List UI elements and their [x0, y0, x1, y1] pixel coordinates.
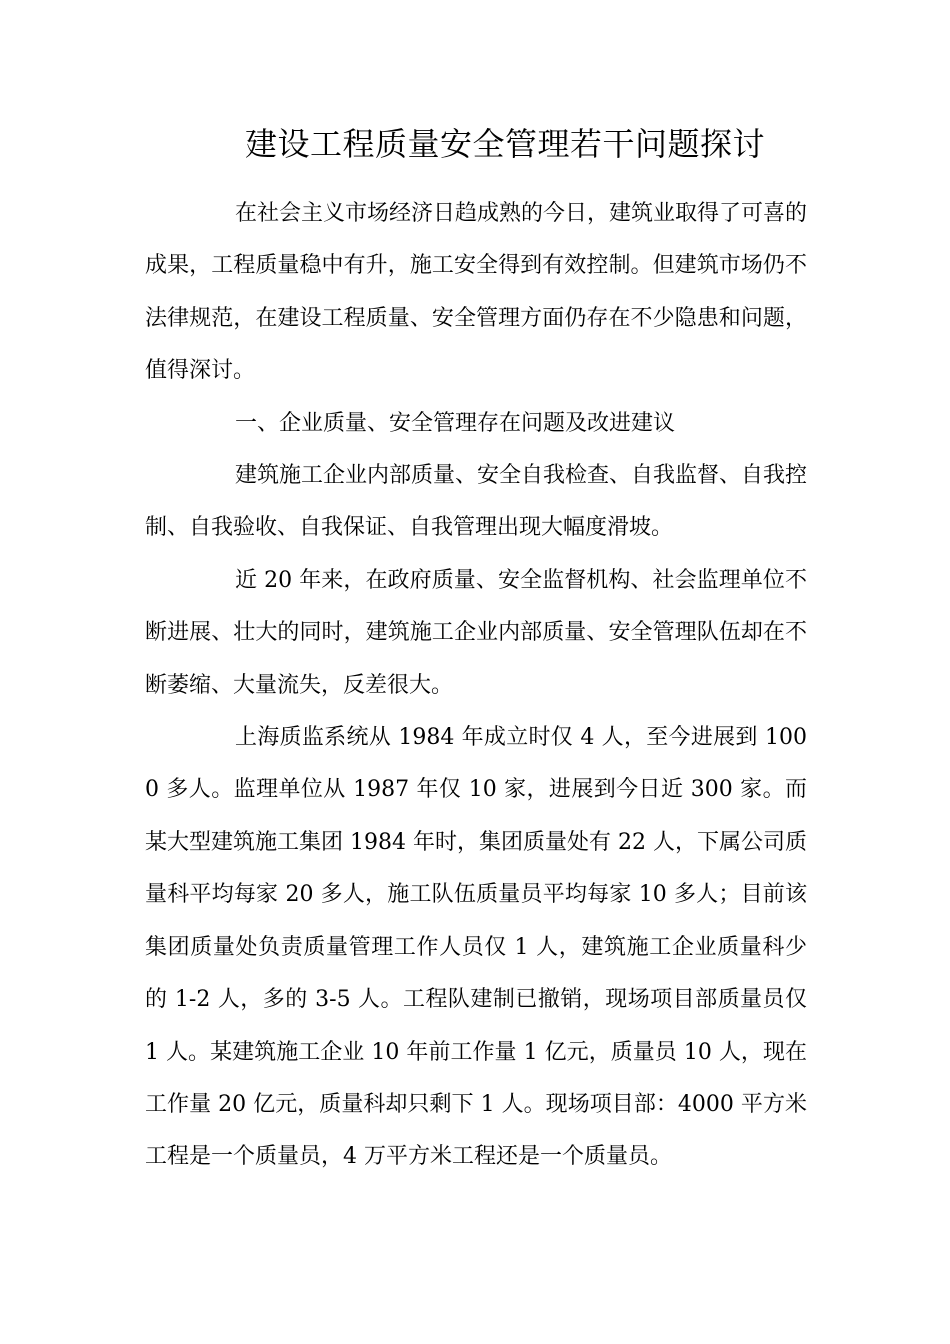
paragraph-intro: 在社会主义市场经济日趋成熟的今日，建筑业取得了可喜的成果，工程质量稳中有升，施工安全得到有效控制。但建筑市场仍不法律规范，在建设工程质量、安全管理方面仍存在不少隐患和问题，值得深讨。 — [145, 201, 808, 384]
document-title: 建设工程质量安全管理若干问题探讨 — [244, 125, 765, 163]
paragraph-twenty-years: 近 20 年来，在政府质量、安全监督机构、社会监理单位不断进展、壮大的同时，建筑施工企业内部质量、安全管理队伍却在不断萎缩、大量流失，反差很大。 — [145, 567, 807, 698]
paragraph-self-management: 建筑施工企业内部质量、安全自我检查、自我监督、自我控制、自我验收、自我保证、自我管理出现大幅度滑坡。 — [145, 463, 808, 541]
document-body — [145, 188, 807, 1184]
paragraph-shanghai-stats: 上海质监系统从 1984 年成立时仅 4 人，至今进展到 1000 多人。监理单位从 1987 年仅 10 家，进展到今日近 300 家。而某大型建筑施工集团 1984 年时，集团质量处有 22 人，下属公司质量科平均每家 20 多人，施工队伍质量员平均每家 10 多人；目前该集团质量处负责质量管理工作人员仅 1 人，建筑施工企业质量科少的 1-2 人，多的 3-5 人。工程队建制已撤销，现场项目部质量员仅 1 人。某建筑施工企业 10 年前工作量 1 亿元，质量员 10 人，现在工作量 20 亿元，质量科却只剩下 1 人。现场项目部：4000 平方米工程是一个质量员，4 万平方米工程还是一个质量员。 — [145, 725, 807, 1170]
section-heading: 一、企业质量、安全管理存在问题及改进建议 — [235, 410, 676, 436]
